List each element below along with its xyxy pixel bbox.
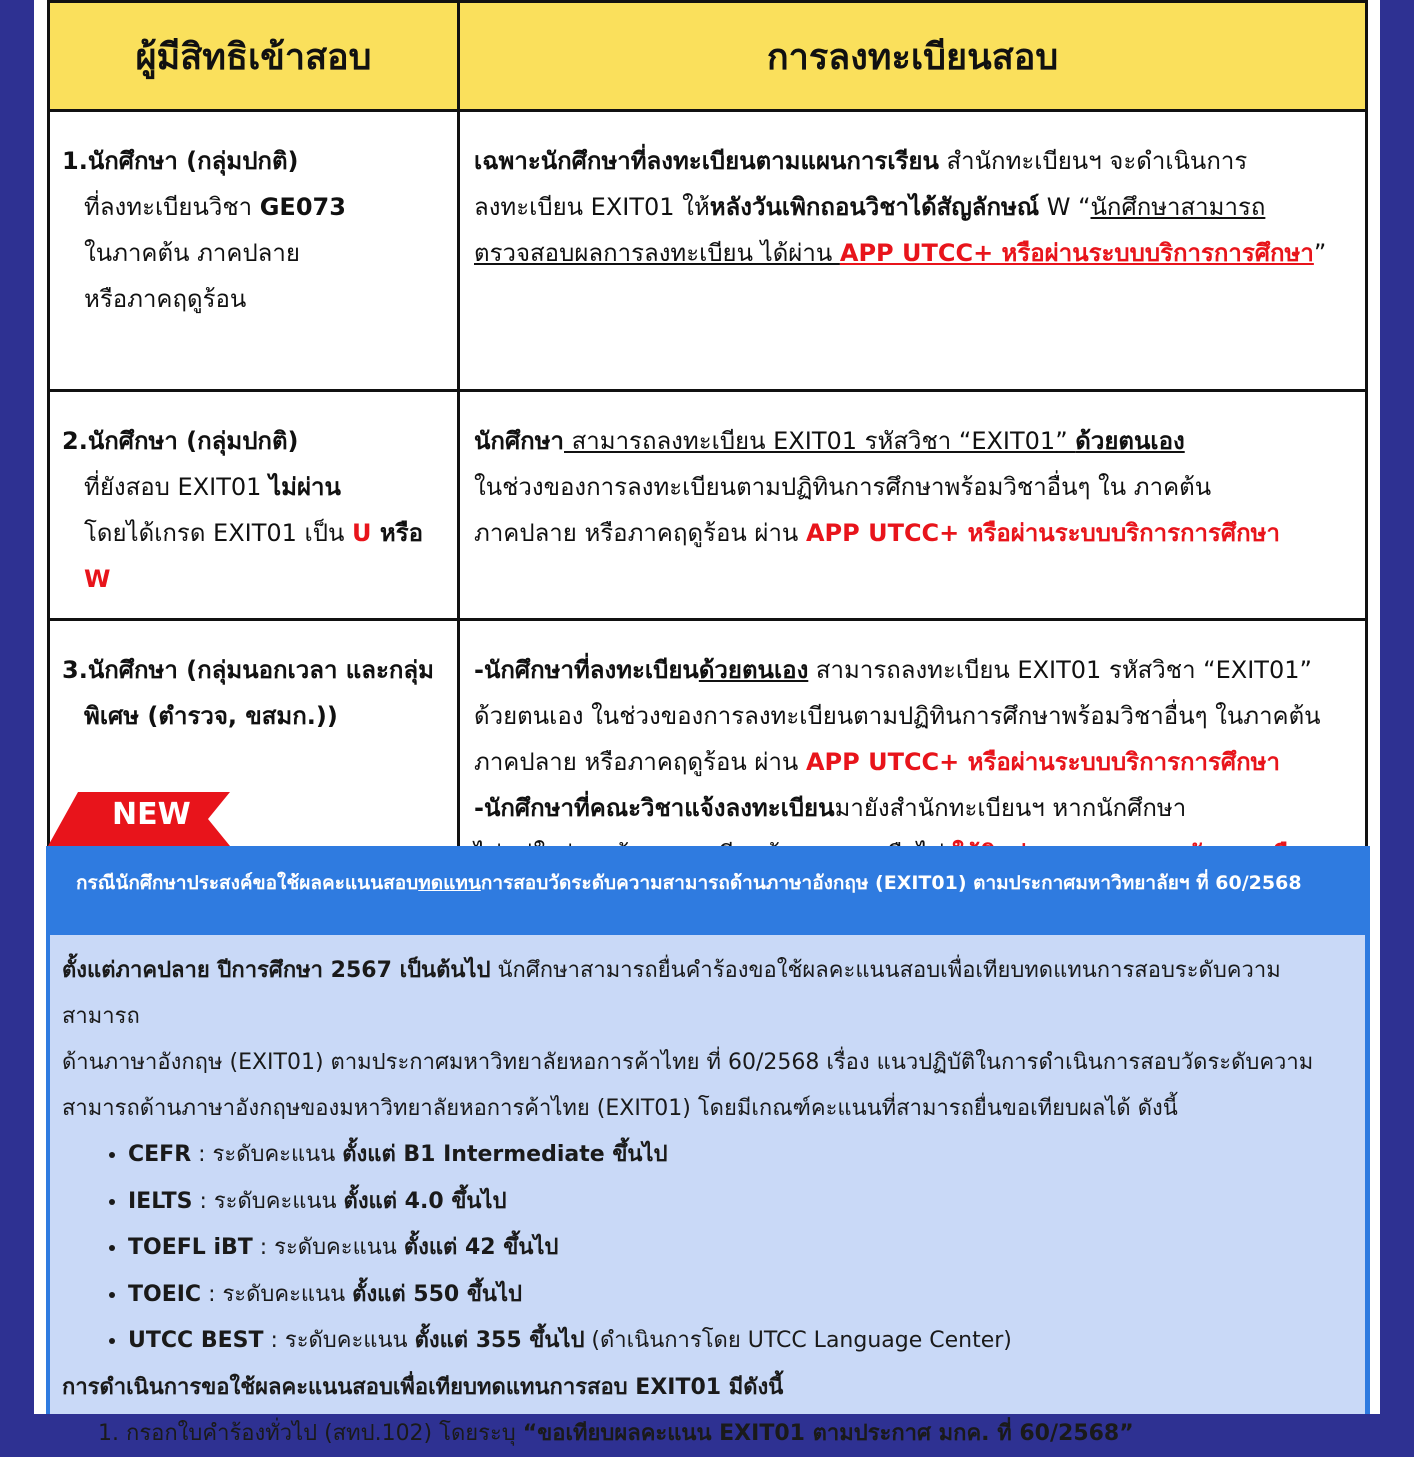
list-item: • TOEFL iBT : ระดับคะแนน ตั้งแต่ 42 ขึ้นไป xyxy=(128,1225,1352,1272)
eligible-cell xyxy=(49,391,459,620)
new-label: NEW xyxy=(112,797,191,832)
header-registration: การลงทะเบียนสอบ xyxy=(459,2,1367,111)
list-item: • TOEIC : ระดับคะแนน ตั้งแต่ 550 ขึ้นไป xyxy=(128,1272,1352,1319)
group-line: ที่ยังสอบ EXIT01 ไม่ผ่าน xyxy=(84,473,341,501)
group-title: 1.นักศึกษา (กลุ่มปกติ) xyxy=(62,147,299,175)
registration-cell: -นักศึกษาที่ลงทะเบียนด้วยตนเอง สามารถลงทะเบียน EXIT01 รหัสวิชา “EXIT01” ด้วยตนเอง ในช่วงของการลงทะเบียนตามปฏิทินการศึกษาพร้อมวิชาอื่นๆ ในภาคต้น ภาคปลาย หรือภาคฤดูร้อน ผ่าน APP UTCC+ หรือผ่านระบบบริการการศึกษา -นักศึกษาที่คณะวิชาแจ้งลงทะเบียนมายังสำนักทะเบียนฯ หากนักศึกษา xyxy=(459,620,1367,989)
table-row xyxy=(49,111,1367,391)
table-row xyxy=(49,391,1367,620)
registration-cell: นักศึกษา สามารถลงทะเบียน EXIT01 รหัสวิชา “EXIT01” ด้วยตนเอง ในช่วงของการลงทะเบียนตามปฏิทินการศึกษาพร้อมวิชาอื่นๆ ใน ภาคต้น ภาคปลาย หรือภาคฤดูร้อน ผ่าน APP UTCC+ หรือผ่านระบบบริการการศึกษา xyxy=(459,391,1367,620)
group-line: ในภาคต้น ภาคปลาย xyxy=(84,239,300,267)
details-text xyxy=(62,948,1352,1457)
group-line: ที่ลงทะเบียนวิชา GE073 xyxy=(84,193,346,221)
score-criteria-list xyxy=(62,1132,1352,1365)
group-line: หรือภาคฤดูร้อน xyxy=(84,285,247,313)
app-link[interactable]: APP UTCC+ หรือผ่านระบบบริการการศึกษา xyxy=(805,519,1280,547)
registration-table xyxy=(47,0,1368,990)
group-line: พิเศษ (ตำรวจ, ขสมก.)) xyxy=(84,702,338,730)
list-item: • UTCC BEST : ระดับคะแนน ตั้งแต่ 355 ขึ้นไป (ดำเนินการโดย UTCC Language Center) xyxy=(128,1318,1352,1365)
list-item: • IELTS : ระดับคะแนน ตั้งแต่ 4.0 ขึ้นไป xyxy=(128,1179,1352,1226)
list-item: • CEFR : ระดับคะแนน ตั้งแต่ B1 Intermediate ขึ้นไป xyxy=(128,1132,1352,1179)
app-link[interactable]: APP UTCC+ หรือผ่านระบบบริการการศึกษา xyxy=(805,748,1280,776)
header-eligible: ผู้มีสิทธิเข้าสอบ xyxy=(49,2,459,111)
eligible-cell xyxy=(49,111,459,391)
intro-paragraph: ตั้งแต่ภาคปลาย ปีการศึกษา 2567 เป็นต้นไป นักศึกษาสามารถยื่นคำร้องขอใช้ผลคะแนนสอบเพื่อเทียบทดแทนการสอบระดับความสามารถ ด้านภาษาอังกฤษ (EXIT01) ตามประกาศมหาวิทยาลัยหอการค้าไทย ที่ 60/2568 เรื่อง แนวปฏิบัติในการดำเนินการสอบวัดระดับความ สามารถด้านภาษาอังกฤษของมหาวิทยาลัยหอการค้าไทย (EXIT01) โดยมีเกณฑ์คะแนนที่สามารถยื่นขอเทียบผลได้ ดังนี้ xyxy=(62,958,1314,1121)
registration-cell: เฉพาะนักศึกษาที่ลงทะเบียนตามแผนการเรียน สำนักทะเบียนฯ จะดำเนินการ ลงทะเบียน EXIT01 ให้หลังวันเพิกถอนวิชาได้สัญลักษณ์ W “นักศึกษาสามารถ ตรวจสอบผลการลงทะเบียน ได้ผ่าน APP UTCC+ หรือผ่านระบบบริการการศึกษา” xyxy=(459,111,1367,391)
steps-list xyxy=(62,1411,1352,1457)
group-title: 3.นักศึกษา (กลุ่มนอกเวลา และกลุ่ม xyxy=(62,656,434,684)
app-link[interactable]: APP UTCC+ หรือผ่านระบบบริการการศึกษา xyxy=(839,239,1314,267)
group-title: 2.นักศึกษา (กลุ่มปกติ) xyxy=(62,427,299,455)
group-line: โดยได้เกรด EXIT01 เป็น U หรือ W xyxy=(84,519,424,593)
list-item: 1. กรอกใบคำร้องทั่วไป (สทป.102) โดยระบุ “ขอเทียบผลคะแนน EXIT01 ตามประกาศ มกค. ที่ 60/2568” xyxy=(126,1411,1352,1457)
announcement-title: กรณีนักศึกษาประสงค์ขอใช้ผลคะแนนสอบทดแทนการสอบวัดระดับความสามารถด้านภาษาอังกฤษ (EXIT01) ตามประกาศมหาวิทยาลัยฯ ที่ 60/2568 xyxy=(76,872,1302,894)
steps-title: การดำเนินการขอใช้ผลคะแนนสอบเพื่อเทียบทดแทนการสอบ EXIT01 มีดังนี้ xyxy=(62,1374,784,1400)
